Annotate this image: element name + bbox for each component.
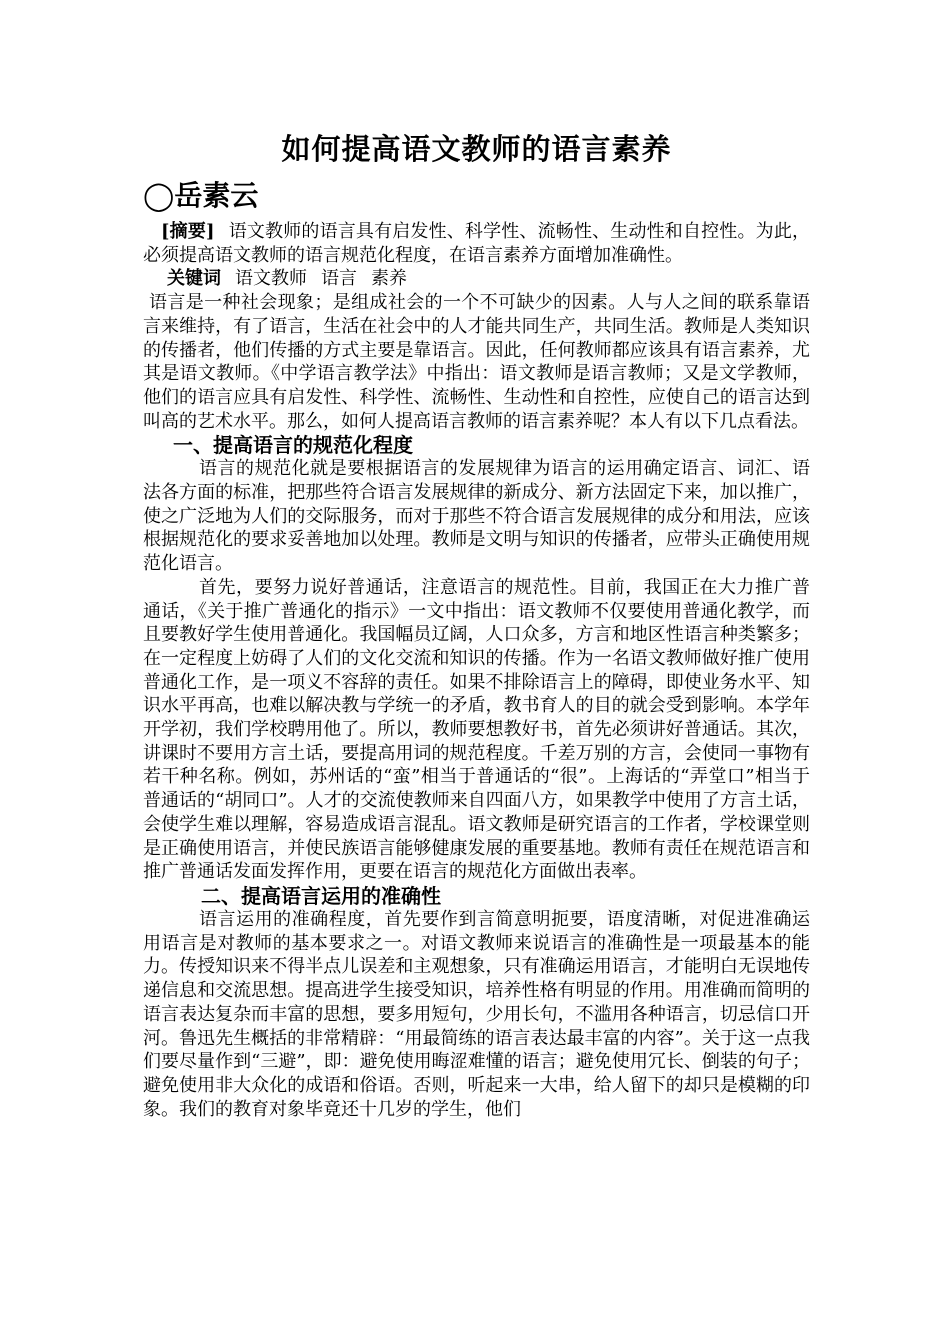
- abstract-label: [摘要]: [161, 221, 215, 242]
- abstract-paragraph: [143, 220, 810, 267]
- section-heading-1: 一、提高语言的规范化程度: [173, 433, 413, 458]
- intro-paragraph: 语言是一种社会现象；是组成社会的一个不可缺少的因素。人与人之间的联系靠语言来维持，有了语言，生活在社会中的人才能共同生产，共同生活。教师是人类知识的传播者，他们传播的方式主要是靠语言。因此，任何教师都应该具有语言素养，尤其是语文教师。《中学语言教学法》中指出：语文教师是语言教师；又是文学教师，他们的语言应具有启发性、科学性、流畅性、生动性和自控性，应使自己的语言达到叫高的艺术水平。那么，如何人提高语言教师的语言素养呢？本人有以下几点看法。: [143, 292, 810, 432]
- keyword-item: 素养: [371, 268, 407, 290]
- keywords-paragraph: [143, 267, 810, 291]
- keyword-item: 语言: [321, 268, 357, 290]
- abstract-text: 语文教师的语言具有启发性、科学性、流畅性、生动性和自控性。为此，必须提高语文教师的语言规范化程度，在语言素养方面增加准确性。: [143, 221, 810, 266]
- section1-paragraph-1: 语言的规范化就是要根据语言的发展规律为语言的运用确定语言、词汇、语法各方面的标准，把那些符合语言发展规律的新成分、新方法固定下来，加以推广，使之广泛地为人们的交际服务，而对于那些不符合语言发展规律的成分和用法，应该根据规范化的要求妥善地加以处理。教师是文明与知识的传播者，应带头正确使用规范化语言。: [143, 458, 810, 575]
- article-title: 如何提高语文教师的语言素养: [281, 132, 672, 166]
- section1-paragraph-2: 首先，要努力说好普通话，注意语言的规范性。目前，我国正在大力推广普通话，《关于推广普通化的指示》一文中指出：语文教师不仅要使用普通化教学，而且要教好学生使用普通化。我国幅员辽阔，人口众多，方言和地区性语言种类繁多；在一定程度上妨碍了人们的文化交流和知识的传播。作为一名语文教师做好推广使用普通化工作，是一项义不容辞的责任。如果不排除语言上的障碍，即使业务水平、知识水平再高，也难以解决教与学统一的矛盾，教书育人的目的就会受到影响。本学年开学初，我们学校聘用他了。所以，教师要想教好书，首先必须讲好普通话。其次，讲课时不要用方言土话，要提高用词的规范程度。千差万别的方言，会使同一事物有若干种名称。例如，苏州话的“蛮”相当于普通话的“很”。上海话的“弄堂口”相当于普通话的“胡同口”。人才的交流使教师来自四面八方，如果教学中使用了方言土话，会使学生难以理解，容易造成语言混乱。语文教师是研究语言的工作者，学校课堂则是正确使用语言，并使民族语言能够健康发展的重要基地。教师有责任在规范语言和推广普通话发面发挥作用，更要在语言的规范化方面做出表率。: [143, 576, 810, 883]
- keywords-label: 关键词: [167, 268, 221, 290]
- keyword-item: 语文教师: [235, 268, 307, 290]
- author-name: ◯岳素云: [143, 179, 259, 212]
- section-heading-2: 二、提高语言运用的准确性: [201, 883, 441, 908]
- document-page: [143, 128, 810, 1121]
- section2-paragraph-1: 语言运用的准确程度，首先要作到言简意明扼要，语度清晰，对促进准确运用语言是对教师的基本要求之一。对语文教师来说语言的准确性是一项最基本的能力。传授知识来不得半点儿误差和主观想象，只有准确运用语言，才能明白无误地传递信息和交流思想。提高进学生接受知识，培养性格有明显的作用。用准确而简明的语言表达复杂而丰富的思想，要多用短句，少用长句，不滥用各种语言，切忌信口开河。鲁迅先生概括的非常精辟：“用最简练的语言表达最丰富的内容”。关于这一点我们要尽量作到“三避”，即：避免使用晦涩难懂的语言；避免使用冗长、倒装的句子；避免使用非大众化的成语和俗语。否则，听起来一大串，给人留下的却只是模糊的印象。我们的教育对象毕竟还十几岁的学生，他们: [143, 908, 810, 1120]
